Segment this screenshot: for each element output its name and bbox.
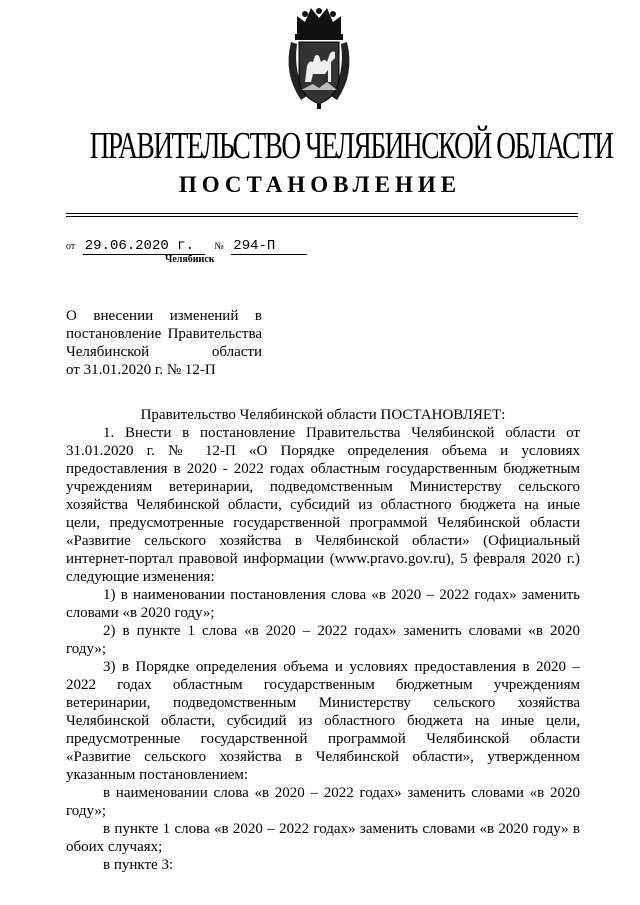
government-title: ПРАВИТЕЛЬСТВО ЧЕЛЯБИНСКОЙ ОБЛАСТИ: [89, 125, 613, 167]
subject-line: от 31.01.2020 г. № 12-П: [66, 362, 216, 378]
body-paragraph: в пункте 3:: [103, 857, 174, 873]
subject-line: О внесении изменений в: [66, 308, 262, 324]
chelyabinsk-coat-of-arms-icon: [283, 4, 355, 110]
document-type: ПОСТАНОВЛЕНИЕ: [178, 172, 462, 197]
document-date: 29.06.2020 г.: [83, 239, 205, 255]
from-label: от: [66, 241, 76, 252]
header-rule-bottom: [66, 216, 578, 217]
subject-line: Челябинской области: [66, 344, 262, 360]
header-rule-top: [66, 213, 578, 214]
number-label: №: [214, 241, 224, 252]
city-label: Челябинск: [165, 254, 215, 265]
document-meta: [66, 238, 307, 255]
subject-line: постановление Правительства: [66, 326, 262, 342]
preamble: Правительство Челябинской области ПОСТАНОВЛЯЕТ:: [140, 407, 506, 423]
body-paragraph: в пункте 1 слова «в 2020 – 2022 годах» заменить словами «в 2020 году» в обоих случаях;: [66, 821, 580, 855]
body-paragraph: 2) в пункте 1 слова «в 2020 – 2022 годах» заменить словами «в 2020 году»;: [66, 623, 580, 657]
document-number: 294-П: [231, 239, 307, 255]
body-paragraph: 1) в наименовании постановления слова «в 2020 – 2022 годах» заменить словами «в 2020 году»;: [66, 587, 580, 621]
body-paragraph: 3) в Порядке определения объема и условиях предоставления в 2020 – 2022 годах областным государственным бюджетным учреждениям ветеринарии, подведомственным Министерству сельского хозяйства Челябинской области, субсидий из областного бюджета на иные цели, предусмотренные государственной программой Челябинской области «Развитие сельского хозяйства в Челябинской области», утвержденном указанным постановлением:: [66, 659, 580, 783]
document-subject: [66, 307, 262, 379]
body-paragraph: 1. Внести в постановление Правительства Челябинской области от 31.01.2020 г. № 12-П «О Порядке определения объема и условиях предоставления в 2020 - 2022 годах областным государственным бюджетным учреждениям ветеринарии, подведомственным Министерству сельского хозяйства Челябинской области, субсидий из областного бюджета на иные цели, предусмотренные государственной программой Челябинской области «Развитие сельского хозяйства в Челябинской области» (Официальный интернет-портал правовой информации (www.pravo.gov.ru), 5 февраля 2020 г.) следующие изменения:: [66, 425, 580, 585]
document-body: [66, 406, 580, 874]
body-paragraph: в наименовании слова «в 2020 – 2022 годах» заменить словами «в 2020 году»;: [66, 785, 580, 819]
